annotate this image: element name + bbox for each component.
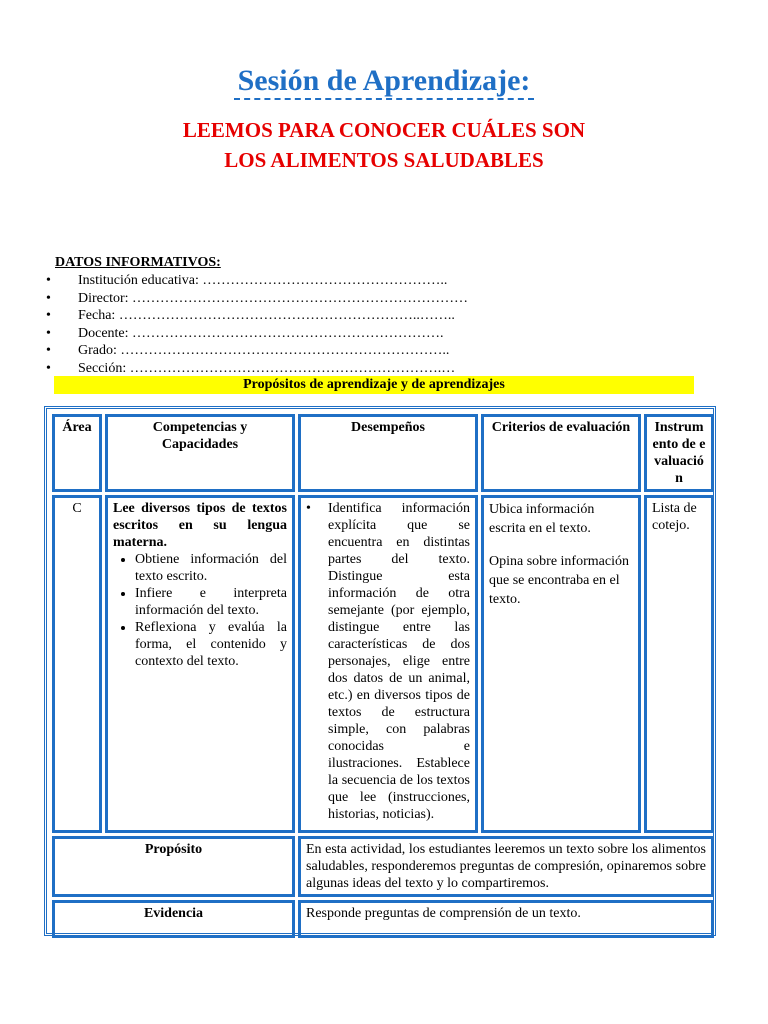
criterio-item: Ubica información escrita en el texto. (489, 502, 595, 536)
datos-title: DATOS INFORMATIVOS: (55, 255, 221, 270)
cell-instrumento: Lista de cotejo. (644, 495, 714, 833)
page-title (0, 64, 768, 98)
evidencia-row (52, 900, 714, 938)
capacidad-item: • Obtiene información del texto escrito. (135, 551, 287, 585)
header-criterios: Criterios de evaluación (481, 414, 641, 492)
propositos-heading: Propósitos de aprendizaje y de aprendizajes (54, 376, 694, 394)
datos-list (55, 272, 715, 378)
cell-desempenos (298, 495, 478, 833)
desempeno-item: • Identifica información explícita que se encuentra en distintas partes del texto. Distingue esta información de otra semejante (por ejemplo, distingue entre las características de dos personajes, elige entre dos datos de un animal, etc.) en diversos tipos de textos de estructura simple, con palabras conocidas e ilustraciones. Establece la secuencia de los textos que lee (instrucciones, historias, noticias). (306, 500, 470, 823)
header-area: Área (52, 414, 102, 492)
datos-informativos (55, 254, 715, 378)
datos-item-grado: • Grado: …………………………………………………………….. (55, 342, 715, 360)
competencia-title: Lee diversos tipos de textos escritos en su lengua materna. (113, 501, 287, 550)
datos-item-fecha: • Fecha: ………………………………………………………..…….. (55, 307, 715, 325)
subtitle-line-2: LOS ALIMENTOS SALUDABLES (224, 148, 544, 172)
proposito-label: Propósito (52, 836, 295, 897)
learning-table (49, 411, 717, 941)
cell-competencias (105, 495, 295, 833)
desempenos-list (306, 500, 470, 823)
datos-item-director: • Director: ……………………………………………………………… (55, 290, 715, 308)
header-desempenos: Desempeños (298, 414, 478, 492)
proposito-text: En esta actividad, los estudiantes leeremos un texto sobre los alimentos saludables, responderemos preguntas de compresión, opinaremos sobre algunas ideas del texto y lo compartiremos. (298, 836, 714, 897)
header-instrumento: Instrumento de evaluación (644, 414, 714, 492)
header-competencias: Competencias y Capacidades (105, 414, 295, 492)
table-header-row (52, 414, 714, 492)
page-title-text: Sesión de Aprendizaje: (234, 64, 535, 100)
datos-item-docente: • Docente: …………………………………………………………. (55, 325, 715, 343)
cell-area: C (52, 495, 102, 833)
subtitle-line-1: LEEMOS PARA CONOCER CUÁLES SON (182, 118, 586, 142)
datos-item-seccion: • Sección: ………………………………………………………….… (55, 360, 715, 378)
capacidad-item: • Reflexiona y evalúa la forma, el contenido y contexto del texto. (135, 619, 287, 670)
learning-table-frame (44, 406, 716, 936)
capacidades-list (113, 551, 287, 670)
criterio-item: Opina sobre información que se encontraba en el texto. (489, 554, 629, 607)
datos-item-institucion: • Institución educativa: …………………………………………….. (55, 272, 715, 290)
evidencia-text: Responde preguntas de comprensión de un texto. (298, 900, 714, 938)
cell-criterios (481, 495, 641, 833)
capacidad-item: • Infiere e interpreta información del texto. (135, 585, 287, 619)
proposito-row (52, 836, 714, 897)
evidencia-label: Evidencia (52, 900, 295, 938)
table-row (52, 495, 714, 833)
